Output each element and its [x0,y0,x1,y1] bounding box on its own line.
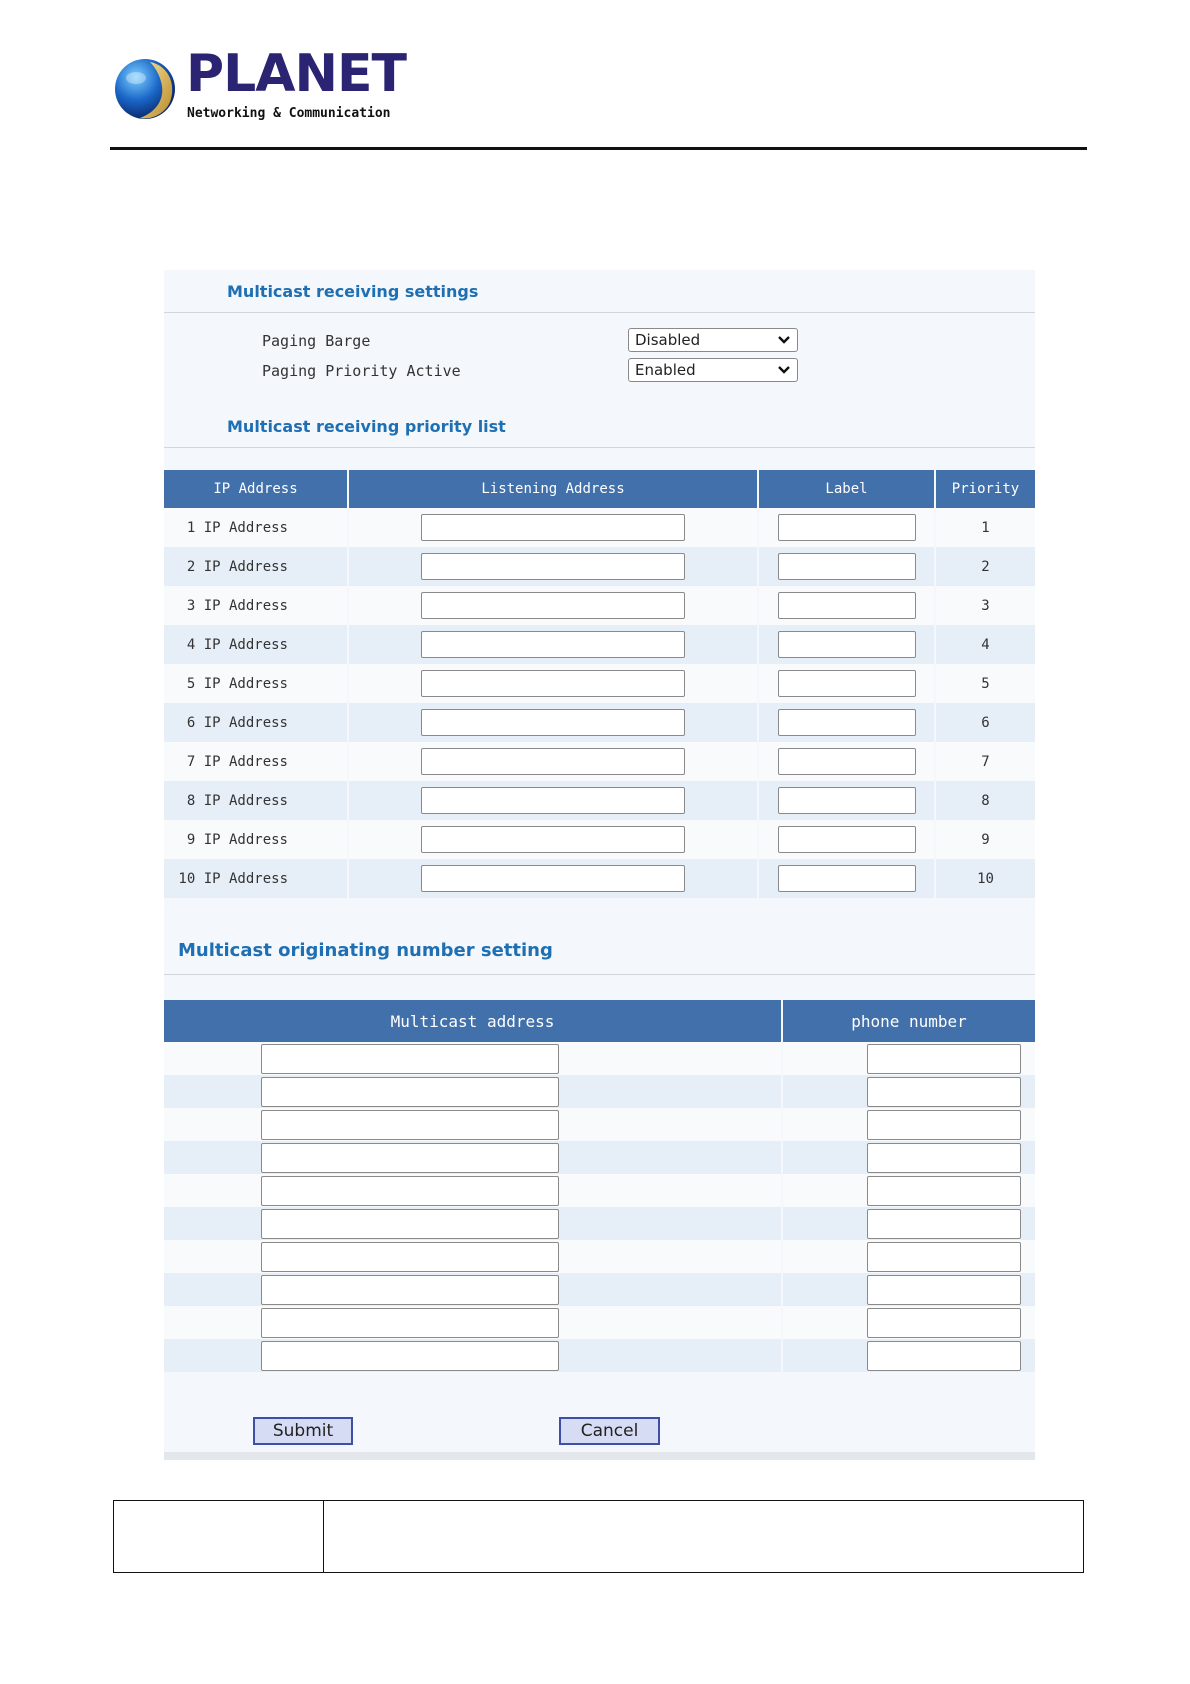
table-row [164,1273,1035,1306]
label-cell [759,547,936,586]
table-row [164,664,1035,703]
col-listening-address: Listening Address [349,470,759,508]
ip-address-cell [164,703,349,742]
priority-cell [936,586,1035,625]
ip-address-cell [164,664,349,703]
listening-address-cell [349,820,759,859]
priority-cell [936,508,1035,547]
listening-address-cell [349,742,759,781]
table-row [164,586,1035,625]
brand-tagline: Networking & Communication [187,106,391,121]
label-input[interactable] [778,748,916,775]
listening-address-cell [349,781,759,820]
label-input[interactable] [778,670,916,697]
multicast-address-input[interactable] [261,1110,559,1140]
priority-table-header [164,470,1035,508]
col-priority: Priority [951,481,1020,497]
ip-address-cell [164,508,349,547]
chevron-down-icon [777,332,791,348]
col-ip-address: IP Address [164,470,349,508]
listening-address-cell [349,664,759,703]
originating-title: Multicast originating number setting [178,940,553,961]
table-row [164,1207,1035,1240]
priority-value: 9 [981,831,990,848]
priority-value: 5 [981,675,990,692]
table-row [164,547,1035,586]
header-divider [110,147,1087,150]
priority-value: 6 [981,714,990,731]
table-row [164,1075,1035,1108]
row-label: 9 IP Address [186,831,288,848]
ip-address-cell [164,820,349,859]
listening-address-cell [349,859,759,898]
table-row [164,1108,1035,1141]
col-multicast-address: Multicast address [164,1000,783,1042]
table-row [164,1174,1035,1207]
phone-number-input[interactable] [867,1077,1021,1107]
paging-priority-value: Enabled [635,361,696,379]
priority-value: 3 [981,597,990,614]
row-label: 5 IP Address [186,675,288,692]
table-row [164,781,1035,820]
row-label: 7 IP Address [186,753,288,770]
phone-number-input[interactable] [867,1143,1021,1173]
listening-address-input[interactable] [421,865,685,892]
col-phone-number: phone number [851,1011,967,1031]
priority-value: 2 [981,558,990,575]
row-label: 6 IP Address [186,714,288,731]
table-row [164,1141,1035,1174]
table-row [164,1306,1035,1339]
table-row [164,859,1035,898]
phone-number-cell [783,1273,1035,1306]
table-row [164,625,1035,664]
label-cell [759,586,936,625]
multicast-address-input[interactable] [261,1143,559,1173]
submit-button[interactable]: Submit [253,1417,353,1445]
multicast-address-cell [164,1141,783,1174]
paging-barge-value: Disabled [635,331,701,349]
priority-cell [936,625,1035,664]
listening-address-cell [349,586,759,625]
originating-table-header [164,1000,1035,1042]
phone-number-cell [783,1108,1035,1141]
paging-priority-label: Paging Priority Active [262,362,461,380]
row-label: 3 IP Address [186,597,288,614]
label-cell [759,820,936,859]
phone-number-cell [783,1207,1035,1240]
row-label: 2 IP Address [186,558,288,575]
multicast-address-cell [164,1174,783,1207]
listening-address-input[interactable] [421,631,685,658]
row-label: 1 IP Address [186,519,288,536]
section-divider [164,447,1035,448]
label-cell [759,703,936,742]
section-divider [164,312,1035,313]
phone-number-input[interactable] [867,1242,1021,1272]
table-row [164,703,1035,742]
ip-address-cell [164,547,349,586]
table-row [164,742,1035,781]
priority-table [164,470,1035,898]
listening-address-input[interactable] [421,592,685,619]
multicast-address-cell [164,1042,783,1075]
label-input[interactable] [778,865,916,892]
priority-value: 7 [981,753,990,770]
phone-number-cell [783,1306,1035,1339]
panel-bottom-edge [164,1452,1035,1460]
phone-number-input[interactable] [867,1044,1021,1074]
receiving-settings-title: Multicast receiving settings [227,282,479,301]
section-divider [164,974,1035,975]
multicast-address-input[interactable] [261,1242,559,1272]
brand-name: PLANET [186,44,407,104]
phone-number-input[interactable] [867,1110,1021,1140]
priority-cell [936,742,1035,781]
listening-address-input[interactable] [421,553,685,580]
ip-address-cell [164,625,349,664]
phone-number-input[interactable] [867,1209,1021,1239]
label-input[interactable] [778,631,916,658]
priority-value: 4 [981,636,990,653]
label-cell [759,781,936,820]
multicast-address-input[interactable] [261,1308,559,1338]
multicast-address-cell [164,1339,783,1372]
phone-number-cell [783,1240,1035,1273]
cancel-button[interactable]: Cancel [559,1417,660,1445]
doc-table [113,1500,1084,1573]
listening-address-input[interactable] [421,826,685,853]
col-label: Label [759,470,936,508]
label-input[interactable] [778,592,916,619]
priority-cell [936,781,1035,820]
chevron-down-icon [777,362,791,378]
priority-cell [936,664,1035,703]
label-input[interactable] [778,826,916,853]
multicast-address-input[interactable] [261,1275,559,1305]
multicast-address-cell [164,1108,783,1141]
label-input[interactable] [778,514,916,541]
table-row [164,1339,1035,1372]
listening-address-input[interactable] [421,670,685,697]
paging-priority-select[interactable] [628,358,798,382]
label-cell [759,742,936,781]
globe-logo-icon [112,56,178,122]
label-input[interactable] [778,787,916,814]
row-label: 4 IP Address [186,636,288,653]
table-row [164,820,1035,859]
phone-number-cell [783,1042,1035,1075]
priority-cell [936,547,1035,586]
listening-address-input[interactable] [421,787,685,814]
multicast-address-input[interactable] [261,1077,559,1107]
listening-address-input[interactable] [421,709,685,736]
listening-address-cell [349,703,759,742]
label-cell [759,859,936,898]
listening-address-cell [349,547,759,586]
multicast-address-cell [164,1306,783,1339]
priority-cell [936,820,1035,859]
listening-address-cell [349,508,759,547]
multicast-settings-panel [164,270,1035,1452]
phone-number-input[interactable] [867,1308,1021,1338]
paging-barge-select[interactable] [628,328,798,352]
priority-value: 8 [981,792,990,809]
ip-address-cell [164,742,349,781]
label-input[interactable] [778,553,916,580]
multicast-address-input[interactable] [261,1341,559,1371]
multicast-address-cell [164,1273,783,1306]
ip-address-cell [164,859,349,898]
label-cell [759,508,936,547]
multicast-address-input[interactable] [261,1044,559,1074]
phone-number-input[interactable] [867,1275,1021,1305]
phone-number-cell [783,1174,1035,1207]
table-row [164,508,1035,547]
multicast-address-cell [164,1075,783,1108]
priority-list-title: Multicast receiving priority list [227,417,506,436]
listening-address-cell [349,625,759,664]
paging-barge-label: Paging Barge [262,332,371,350]
ip-address-cell [164,781,349,820]
listening-address-input[interactable] [421,514,685,541]
ip-address-cell [164,586,349,625]
priority-cell [936,703,1035,742]
originating-rows [164,1042,1035,1372]
phone-number-input[interactable] [867,1176,1021,1206]
priority-rows [164,508,1035,898]
phone-number-cell [783,1075,1035,1108]
priority-value: 10 [977,870,994,887]
multicast-address-input[interactable] [261,1176,559,1206]
table-row [164,1042,1035,1075]
phone-number-cell [783,1339,1035,1372]
planet-logo [112,44,407,124]
listening-address-input[interactable] [421,748,685,775]
phone-number-cell [783,1141,1035,1174]
multicast-address-cell [164,1207,783,1240]
row-label: 8 IP Address [186,792,288,809]
label-cell [759,664,936,703]
phone-number-input[interactable] [867,1341,1021,1371]
table-row [164,1240,1035,1273]
label-input[interactable] [778,709,916,736]
doc-table-divider [323,1501,324,1572]
row-label: 10 IP Address [178,870,288,887]
originating-table [164,1000,1035,1372]
priority-cell [936,859,1035,898]
multicast-address-input[interactable] [261,1209,559,1239]
label-cell [759,625,936,664]
priority-value: 1 [981,519,990,536]
multicast-address-cell [164,1240,783,1273]
